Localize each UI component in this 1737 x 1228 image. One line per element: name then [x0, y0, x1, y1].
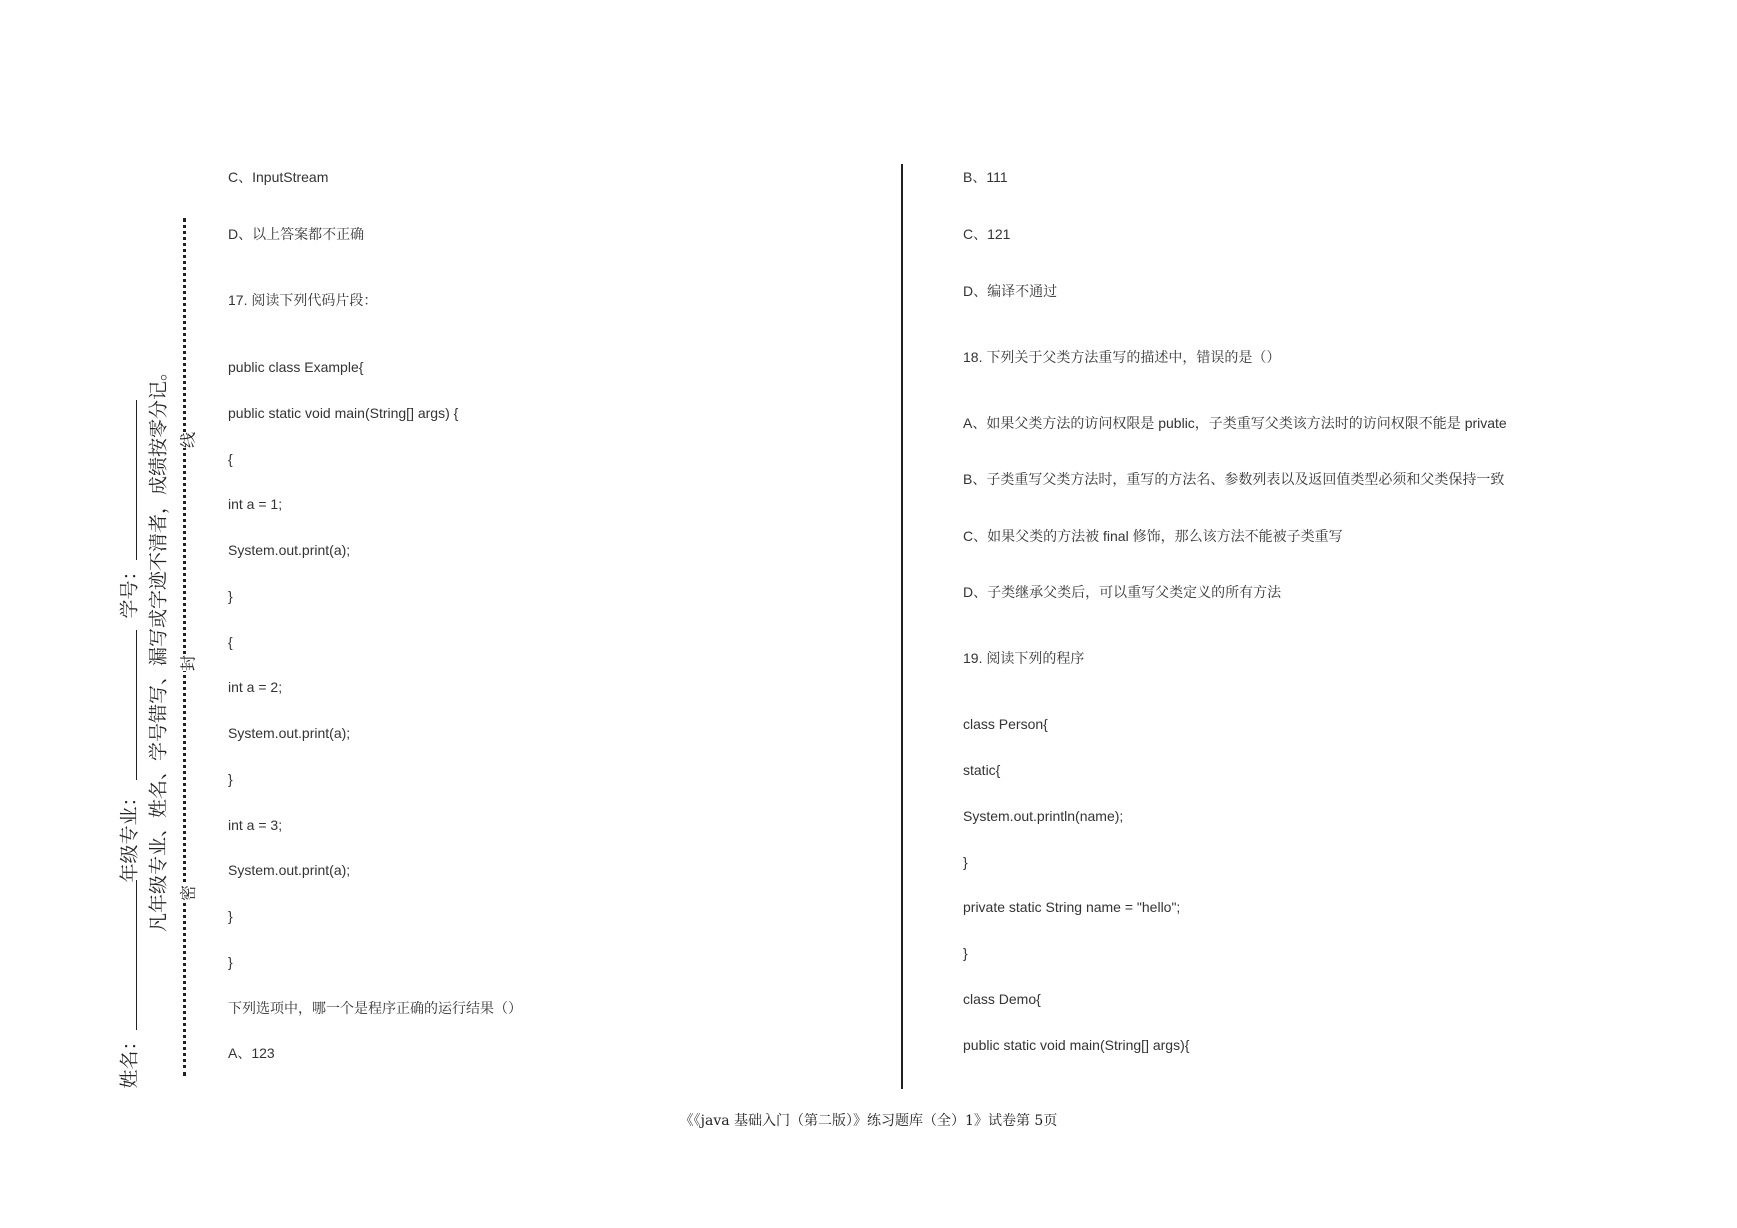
code-line: {: [228, 634, 233, 650]
option-d-q16: D、以上答案都不正确: [228, 226, 365, 242]
code-line: private static String name = "hello";: [963, 899, 1181, 915]
seal-mi-label: 密: [176, 885, 199, 901]
option-b-q18: B、子类重写父类方法时，重写的方法名、参数列表以及返回值类型必须和父类保持一致: [963, 471, 1505, 487]
major-label: 年级专业：: [118, 787, 141, 883]
name-label: 姓名：: [118, 1031, 141, 1089]
option-b-q17: B、111: [963, 169, 1008, 185]
code-line: System.out.println(name);: [963, 808, 1124, 824]
option-d-q18: D、子类继承父类后，可以重写父类定义的所有方法: [963, 584, 1282, 600]
code-line: }: [228, 908, 233, 924]
page-footer: 《《java 基础入门（第二版）》练习题库（全）1》试卷第 5页: [679, 1113, 1058, 1129]
code-line: static{: [963, 762, 1001, 778]
option-c-q16: C、InputStream: [228, 169, 329, 185]
option-c-q18: C、如果父类的方法被 final 修饰，那么该方法不能被子类重写: [963, 528, 1343, 544]
code-line: }: [228, 771, 233, 787]
option-c-q17: C、121: [963, 226, 1011, 242]
code-line: }: [963, 945, 968, 961]
binding-dotted-line: [183, 218, 186, 1076]
seal-xian-label: 线: [176, 432, 199, 448]
code-line: public class Example{: [228, 359, 364, 375]
question-17: 17. 阅读下列代码片段：: [228, 292, 378, 308]
code-line: int a = 2;: [228, 679, 283, 695]
student-id-blank[interactable]: [136, 400, 137, 560]
name-blank[interactable]: [136, 880, 137, 1030]
major-blank[interactable]: [136, 630, 137, 780]
code-line: System.out.print(a);: [228, 542, 351, 558]
code-line: public static void main(String[] args) {: [228, 405, 459, 421]
student-id-label: 学号：: [118, 561, 141, 619]
code-line: int a = 3;: [228, 817, 283, 833]
code-line: }: [228, 954, 233, 970]
code-line: class Person{: [963, 716, 1048, 732]
code-line: int a = 1;: [228, 496, 283, 512]
option-a-q17: A、123: [228, 1045, 275, 1061]
code-line: public static void main(String[] args){: [963, 1037, 1190, 1053]
code-line: class Demo{: [963, 991, 1041, 1007]
notice-text: 凡年级专业、姓名、学号错写、漏写或字迹不清者，成绩按零分记。: [147, 361, 170, 933]
option-d-q17: D、编译不通过: [963, 283, 1058, 299]
code-line: }: [963, 854, 968, 870]
code-line: }: [228, 588, 233, 604]
seal-feng-label: 封: [176, 655, 199, 671]
option-a-q18: A、如果父类方法的访问权限是 public，子类重写父类该方法时的访问权限不能是 private: [963, 415, 1507, 431]
code-line: {: [228, 451, 233, 467]
code-line: System.out.print(a);: [228, 862, 351, 878]
question-19: 19. 阅读下列的程序: [963, 650, 1085, 666]
question-17-prompt: 下列选项中，哪一个是程序正确的运行结果（）: [228, 1000, 522, 1016]
code-line: System.out.print(a);: [228, 725, 351, 741]
question-18: 18. 下列关于父类方法重写的描述中，错误的是（）: [963, 349, 1281, 365]
column-divider: [901, 164, 903, 1089]
